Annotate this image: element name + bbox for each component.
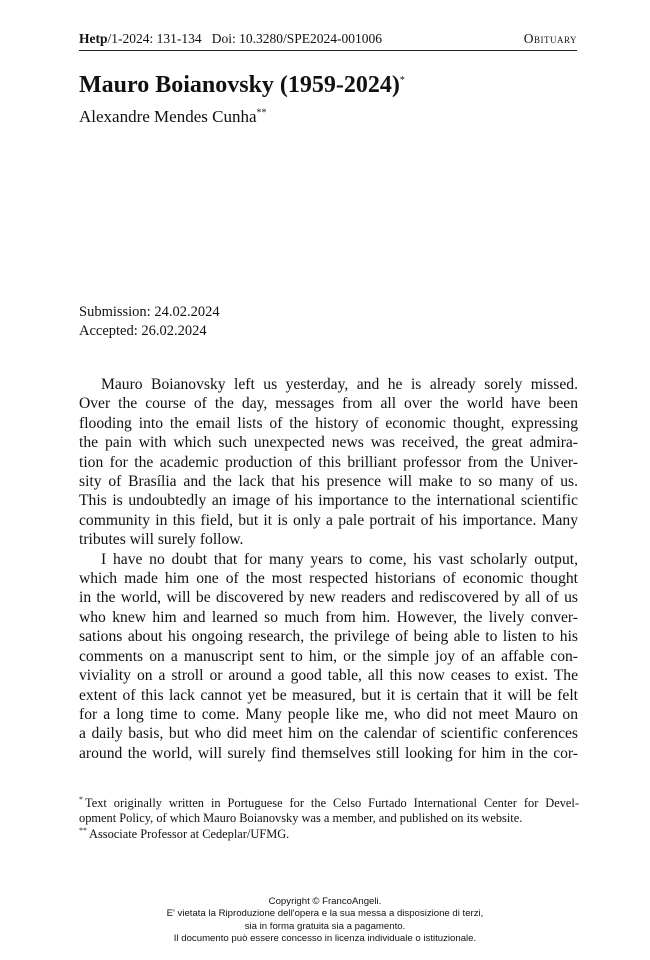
text-line: community in this field, but it is only a pale portrait of his importance. Many xyxy=(79,511,578,529)
text-line: which made him one of the most respected historians of economic thought xyxy=(79,570,578,588)
text-line: around the world, will surely find themselves still looking for him in the cor- xyxy=(79,744,578,762)
copyright-line-3: sia in forma gratuita sia a pagamento. xyxy=(244,920,406,932)
title-footnote-mark: * xyxy=(399,75,405,86)
author-footnote-mark: ** xyxy=(256,107,267,119)
section-label: Obituary xyxy=(523,31,577,46)
footnote-1-mark: * xyxy=(79,794,83,804)
article-body xyxy=(79,375,578,763)
text-line: sations about his ongoing research, the privilege of being able to listen to his xyxy=(79,628,578,646)
journal-citation xyxy=(79,31,382,47)
text-line: for a long time to come. Many people like me, who did not meet Mauro on xyxy=(79,705,578,723)
accepted-date: Accepted: 26.02.2024 xyxy=(79,323,207,339)
author-line xyxy=(79,106,267,128)
text-line: tion for the academic production of this brilliant professor from the Univer- xyxy=(79,453,578,471)
issue-pages: /1-2024: 131-134 xyxy=(107,31,202,46)
author-name: Alexandre Mendes Cunha xyxy=(79,107,257,126)
text-line: a daily basis, but who did meet him on the calendar of scientific conferences xyxy=(79,725,578,743)
doi: Doi: 10.3280/SPE2024-001006 xyxy=(211,31,383,46)
paragraph-1 xyxy=(79,375,578,550)
text-line: This is undoubtedly an image of his importance to the international scientific xyxy=(79,492,578,510)
text-line: Mauro Boianovsky left us yesterday, and he is already sorely missed. xyxy=(101,376,578,393)
text-line: sity of Brasília and the lack that his presence will make to so many of us. xyxy=(79,473,578,491)
text-line: comments on a manuscript sent to him, or the simple joy of an affable con- xyxy=(79,647,578,665)
submission-dates xyxy=(79,303,220,341)
footnote-1 xyxy=(79,796,579,827)
text-line: extent of this lack cannot yet be measured, but it is certain that it will be felt xyxy=(79,686,578,704)
copyright-line-4: Il documento può essere concesso in licenza individuale o istituzionale. xyxy=(173,932,477,944)
text-line: in the world, will be discovered by new readers and rediscovered by all of us xyxy=(79,589,578,607)
journal-name: Hetp xyxy=(79,31,108,46)
footnote-1-text-line-1: Text originally written in Portuguese for the Celso Furtado International Center for Devel- xyxy=(85,796,579,810)
text-line: the pain with which such unexpected news was received, the great admira- xyxy=(79,434,578,452)
article-title xyxy=(79,70,405,100)
text-line: who knew him and learned so much from him. However, the lively conver- xyxy=(79,608,578,626)
footnote-line xyxy=(79,796,579,811)
footnote-2 xyxy=(79,827,579,842)
submission-date: Submission: 24.02.2024 xyxy=(79,304,220,320)
paragraph-2 xyxy=(79,550,578,763)
footnote-2-text: Associate Professor at Cedeplar/UFMG. xyxy=(89,826,290,841)
text-line: flooding into the email lists of the history of economic thought, expressing xyxy=(79,414,578,432)
copyright-line-2: E' vietata la Riproduzione dell'opera e la sua messa a disposizione di terzi, xyxy=(166,908,484,920)
text-line: viviality on a stroll or around a good table, all this now ceases to exist. The xyxy=(79,667,578,685)
copyright-notice xyxy=(0,896,650,945)
footnote-1-text-line-2: opment Policy, of which Mauro Boianovsky was a member, and published on its website. xyxy=(79,811,523,826)
text-line: Over the course of the day, messages from all over the world have been xyxy=(79,395,578,413)
footnotes xyxy=(79,796,579,842)
text-line: tributes will surely follow. xyxy=(79,531,244,549)
footnote-2-mark: ** xyxy=(79,825,87,835)
text-line: I have no doubt that for many years to come, his vast scholarly output, xyxy=(101,550,578,568)
running-head xyxy=(79,31,577,51)
article-title-text: Mauro Boianovsky (1959-2024) xyxy=(79,72,400,98)
copyright-line-1: Copyright © FrancoAngeli. xyxy=(268,896,382,907)
